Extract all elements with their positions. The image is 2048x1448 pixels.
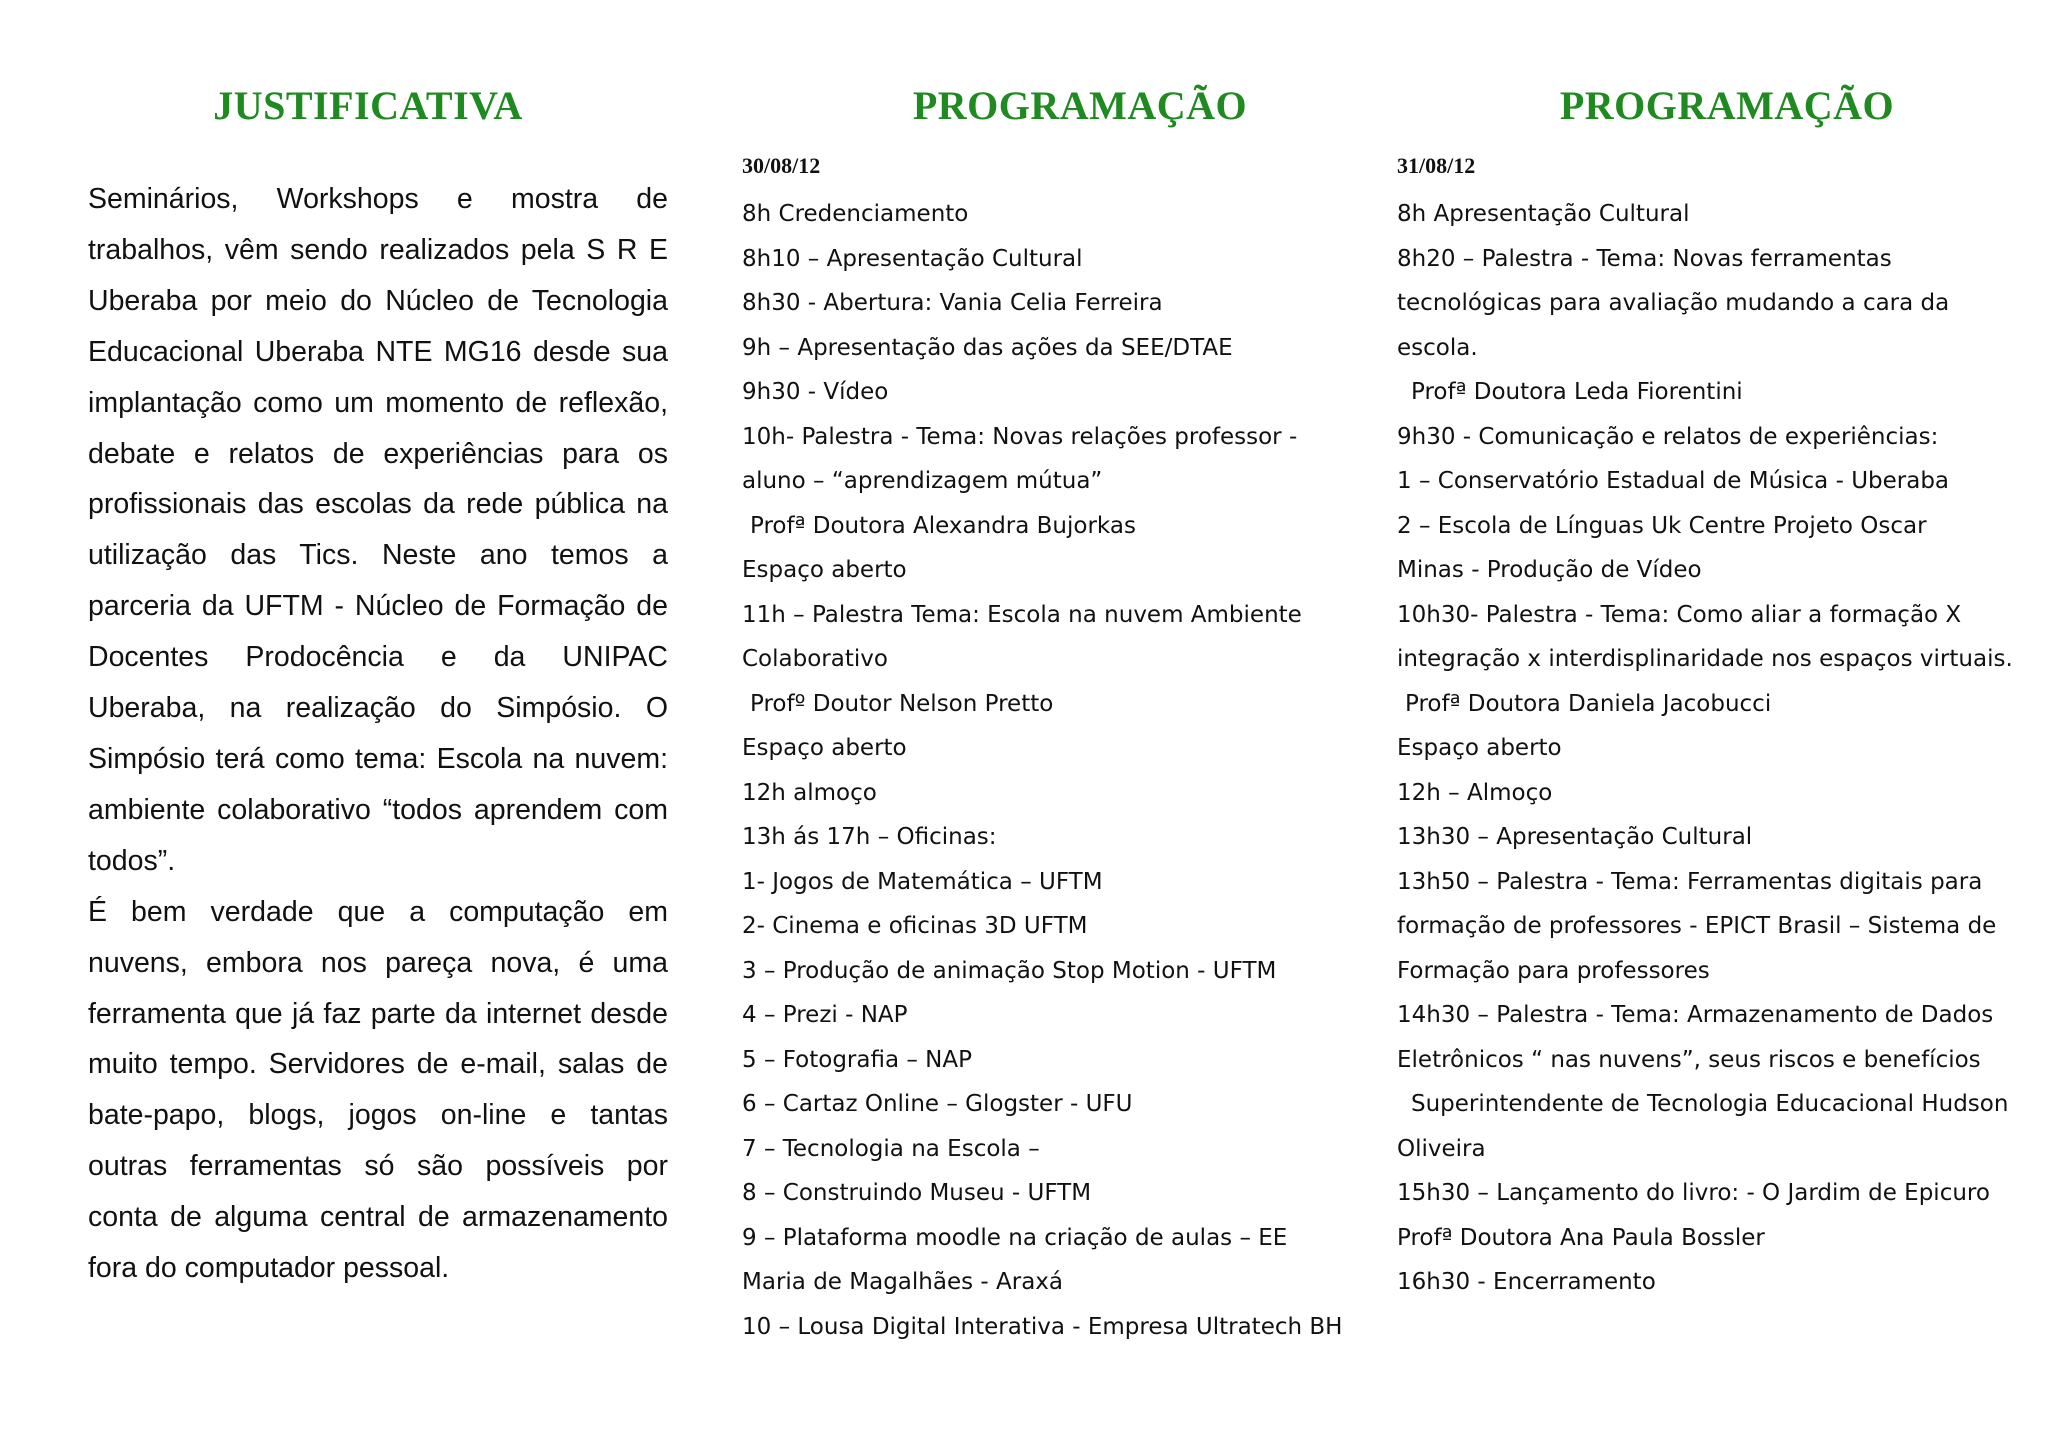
- justificativa-paragraph-1: Seminários, Workshops e mostra de trabalhos, vêm sendo realizados pela S R E Uberaba por meio do Núcleo de Tecnologia Educacional Uberaba NTE MG16 desde sua implantação como um momento de reflexão, debate e relatos de experiências para os profissionais das escolas da rede pública na utilização das Tics. Neste ano temos a parceria da UFTM - Núcleo de Formação de Docentes Prodocência e da UNIPAC Uberaba, na realização do Simpósio. O Simpósio terá como tema: Escola na nuvem: ambiente colaborativo “todos aprendem com todos”.: [88, 183, 668, 877]
- schedule-line: 8h20 – Palestra - Tema: Novas ferramentas: [1397, 245, 1892, 272]
- schedule-line: aluno – “aprendizagem mútua”: [742, 468, 1103, 494]
- schedule-line: 9h – Apresentação das ações da SEE/DTAE: [742, 334, 1233, 361]
- schedule-line: 12h almoço: [742, 779, 877, 806]
- schedule-line: Eletrônicos “ nas nuvens”, seus riscos e benefícios: [1397, 1046, 1981, 1073]
- speaker-line: Profª Doutora Leda Fiorentini: [1411, 379, 1743, 405]
- schedule-line: integração x interdisplinaridade nos espaços virtuais.: [1397, 646, 2013, 672]
- schedule-line: 13h30 – Apresentação Cultural: [1397, 824, 1753, 850]
- justificativa-paragraph-2: É bem verdade que a computação em nuvens, embora nos pareça nova, é uma ferramenta que já faz parte da internet desde muito tempo. Servidores de e-mail, salas de bate-papo, blogs, jogos on-line e tantas outras ferramentas só são possíveis por conta de alguma central de armazenamento fora do computador pessoal.: [88, 895, 668, 1285]
- schedule-line: Formação para professores: [1397, 957, 1710, 984]
- schedule-line: Espaço aberto: [742, 735, 907, 761]
- schedule-line: Oliveira: [1397, 1135, 1486, 1162]
- schedule-line: 12h – Almoço: [1397, 779, 1553, 806]
- schedule-line: 8h Apresentação Cultural: [1397, 201, 1690, 227]
- schedule-line: 8h Credenciamento: [742, 201, 969, 227]
- schedule-line: 9h30 - Vídeo: [742, 379, 889, 405]
- schedule-line: 15h30 – Lançamento do livro: - O Jardim de Epicuro: [1397, 1180, 1990, 1206]
- schedule-line: 13h ás 17h – Oficinas:: [742, 824, 997, 850]
- programacao-day2-list: [1397, 192, 2013, 1305]
- workshop-line: Maria de Magalhães - Araxá: [742, 1269, 1063, 1295]
- schedule-line: Minas - Produção de Vídeo: [1397, 557, 1702, 583]
- schedule-line: Espaço aberto: [742, 557, 907, 583]
- programacao-day2-date: 31/08/12: [1397, 153, 1476, 178]
- speaker-line: Profº Doutor Nelson Pretto: [750, 690, 1054, 717]
- schedule-line: 13h50 – Palestra - Tema: Ferramentas digitais para: [1397, 868, 1983, 895]
- workshop-line: 10 – Lousa Digital Interativa - Empresa Ultratech BH: [742, 1313, 1343, 1340]
- workshop-line: 5 – Fotografia – NAP: [742, 1046, 972, 1073]
- schedule-line: 2 – Escola de Línguas Uk Centre Projeto Oscar: [1397, 512, 1927, 539]
- speaker-line: Profª Doutora Daniela Jacobucci: [1405, 690, 1772, 717]
- workshop-line: 4 – Prezi - NAP: [742, 1002, 908, 1028]
- schedule-line: tecnológicas para avaliação mudando a cara da: [1397, 290, 1950, 316]
- schedule-line: 8h10 – Apresentação Cultural: [742, 245, 1083, 272]
- schedule-line: escola.: [1397, 334, 1478, 361]
- workshop-line: 8 – Construindo Museu - UFTM: [742, 1180, 1092, 1206]
- speaker-line: Superintendente de Tecnologia Educacional Hudson: [1411, 1091, 2009, 1117]
- schedule-line: formação de professores - EPICT Brasil – Sistema de: [1397, 913, 1997, 939]
- programacao-day1-list: [742, 192, 1342, 1349]
- schedule-line: 14h30 – Palestra - Tema: Armazenamento de Dados: [1397, 1002, 1994, 1028]
- schedule-line: 9h30 - Comunicação e relatos de experiências:: [1397, 423, 1939, 450]
- justificativa-heading: JUSTIFICATIVA: [213, 83, 523, 128]
- workshop-line: 2- Cinema e oficinas 3D UFTM: [742, 913, 1088, 939]
- workshop-line: 9 – Plataforma moodle na criação de aulas – EE: [742, 1224, 1288, 1251]
- schedule-line: 8h30 - Abertura: Vania Celia Ferreira: [742, 290, 1163, 316]
- speaker-line: Profª Doutora Alexandra Bujorkas: [750, 512, 1136, 539]
- schedule-line: 10h- Palestra - Tema: Novas relações professor -: [742, 423, 1298, 450]
- programacao-day1-date: 30/08/12: [742, 153, 821, 178]
- schedule-line: 1 – Conservatório Estadual de Música - Uberaba: [1397, 468, 1950, 494]
- justificativa-text: [88, 174, 668, 1294]
- schedule-line: Espaço aberto: [1397, 735, 1562, 761]
- workshop-line: 6 – Cartaz Online – Glogster - UFU: [742, 1091, 1133, 1117]
- workshop-line: 1- Jogos de Matemática – UFTM: [742, 868, 1103, 895]
- schedule-line: Colaborativo: [742, 646, 888, 672]
- schedule-line: 16h30 - Encerramento: [1397, 1269, 1656, 1295]
- workshop-line: 3 – Produção de animação Stop Motion - UFTM: [742, 957, 1277, 984]
- programacao-day1-heading: PROGRAMAÇÃO: [912, 83, 1248, 128]
- schedule-line: 10h30- Palestra - Tema: Como aliar a formação X: [1397, 601, 1962, 628]
- speaker-line: Profª Doutora Ana Paula Bossler: [1397, 1224, 1765, 1251]
- schedule-line: 11h – Palestra Tema: Escola na nuvem Ambiente: [742, 601, 1302, 628]
- workshop-line: 7 – Tecnologia na Escola –: [742, 1135, 1040, 1162]
- programacao-day2-heading: PROGRAMAÇÃO: [1559, 83, 1895, 128]
